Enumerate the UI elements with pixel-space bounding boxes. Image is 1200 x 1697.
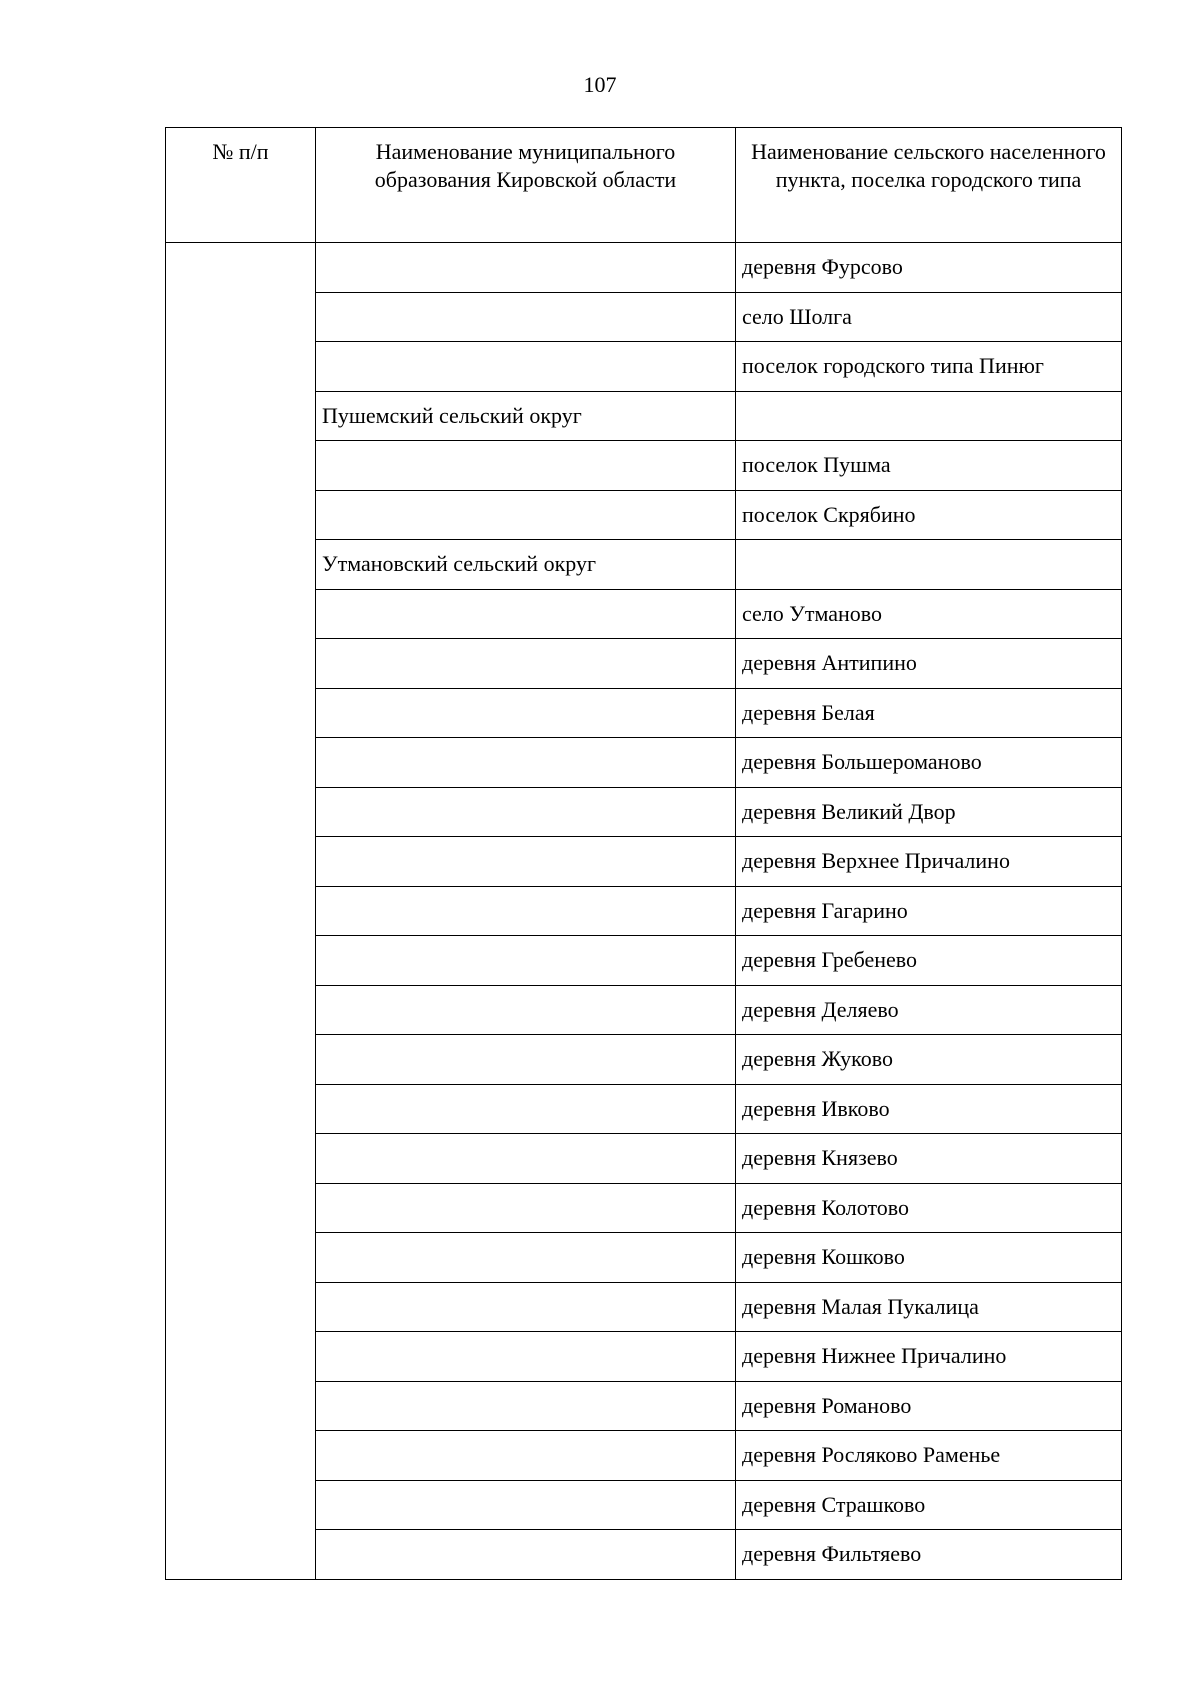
municipality-cell — [316, 1183, 736, 1233]
settlement-cell: деревня Романово — [736, 1381, 1122, 1431]
settlement-cell: деревня Ивково — [736, 1084, 1122, 1134]
municipality-cell — [316, 1134, 736, 1184]
municipality-cell — [316, 787, 736, 837]
header-row — [166, 128, 1122, 243]
municipality-cell — [316, 738, 736, 788]
table-body — [166, 243, 1122, 1580]
settlement-cell: деревня Страшково — [736, 1480, 1122, 1530]
municipality-cell — [316, 243, 736, 293]
settlement-cell: деревня Белая — [736, 688, 1122, 738]
settlement-cell: деревня Нижнее Причалино — [736, 1332, 1122, 1382]
municipality-cell — [316, 1332, 736, 1382]
table-header — [166, 128, 1122, 243]
municipality-cell — [316, 639, 736, 689]
header-municipality: Наименование муниципального образования Кировской области — [316, 128, 736, 243]
municipality-cell — [316, 1530, 736, 1580]
settlement-cell: деревня Фильтяево — [736, 1530, 1122, 1580]
settlement-cell — [736, 391, 1122, 441]
settlement-cell: деревня Жуково — [736, 1035, 1122, 1085]
municipality-cell — [316, 1233, 736, 1283]
municipality-cell — [316, 985, 736, 1035]
header-settlement: Наименование сельского населенного пункта, поселка городского типа — [736, 128, 1122, 243]
municipality-cell — [316, 1282, 736, 1332]
settlement-cell: деревня Верхнее Причалино — [736, 837, 1122, 887]
municipality-cell — [316, 441, 736, 491]
municipality-cell — [316, 589, 736, 639]
municipality-cell — [316, 1084, 736, 1134]
page-number: 107 — [583, 72, 617, 97]
settlement-cell: деревня Росляково Раменье — [736, 1431, 1122, 1481]
settlement-cell: село Утманово — [736, 589, 1122, 639]
settlement-cell: деревня Фурсово — [736, 243, 1122, 293]
settlement-cell — [736, 540, 1122, 590]
municipality-cell — [316, 688, 736, 738]
settlements-table — [165, 127, 1122, 1580]
municipality-cell — [316, 1381, 736, 1431]
settlement-cell: деревня Кошково — [736, 1233, 1122, 1283]
settlement-cell: деревня Малая Пукалица — [736, 1282, 1122, 1332]
municipality-cell — [316, 1480, 736, 1530]
settlement-cell: село Шолга — [736, 292, 1122, 342]
settlement-cell: деревня Великий Двор — [736, 787, 1122, 837]
settlement-cell: деревня Колотово — [736, 1183, 1122, 1233]
municipality-cell — [316, 292, 736, 342]
municipality-cell: Утмановский сельский округ — [316, 540, 736, 590]
settlement-cell: деревня Большероманово — [736, 738, 1122, 788]
municipality-cell — [316, 936, 736, 986]
table-row — [166, 243, 1122, 293]
settlement-cell: деревня Гребенево — [736, 936, 1122, 986]
settlement-cell: деревня Антипино — [736, 639, 1122, 689]
header-number: № п/п — [166, 128, 316, 243]
settlement-cell: деревня Деляево — [736, 985, 1122, 1035]
municipality-cell — [316, 490, 736, 540]
settlement-cell: деревня Гагарино — [736, 886, 1122, 936]
municipality-cell — [316, 1431, 736, 1481]
municipality-cell — [316, 886, 736, 936]
municipality-cell: Пушемский сельский округ — [316, 391, 736, 441]
settlement-cell: поселок Скрябино — [736, 490, 1122, 540]
settlement-cell: поселок Пушма — [736, 441, 1122, 491]
settlement-cell: поселок городского типа Пинюг — [736, 342, 1122, 392]
municipality-cell — [316, 837, 736, 887]
municipality-cell — [316, 1035, 736, 1085]
row-number-cell — [166, 243, 316, 1580]
settlement-cell: деревня Князево — [736, 1134, 1122, 1184]
municipality-cell — [316, 342, 736, 392]
